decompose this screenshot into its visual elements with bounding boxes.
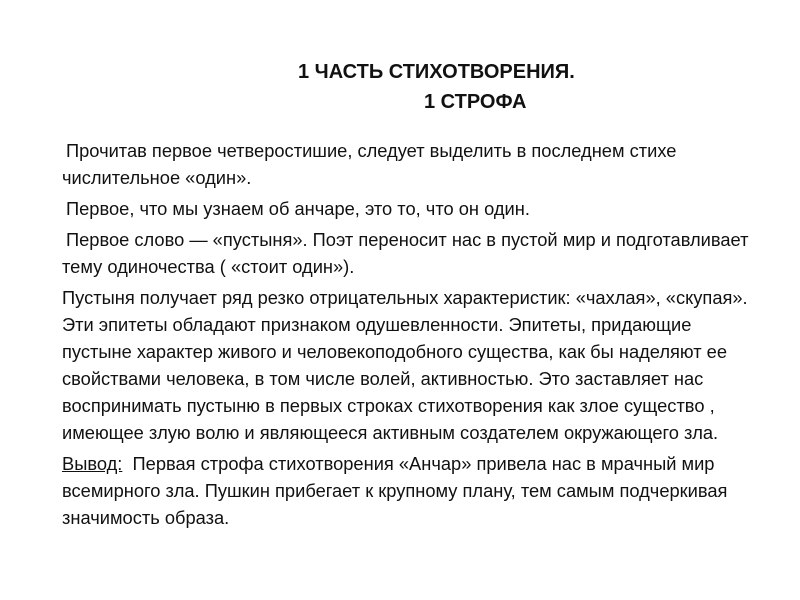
body-text: [62, 137, 762, 535]
paragraph-2: Первое, что мы узнаем об анчаре, это то, что он один.: [66, 198, 530, 219]
conclusion-paragraph: [62, 450, 762, 531]
paragraph-4: Пустыня получает ряд резко отрицательных характеристик: «чахлая», «скупая». Эти эпитеты обладают признаком одушевленности. Эпитеты, придающие пустыне характер живого и человекоподобного существа, как бы наделяют ее свойствами человека, в том числе волей, активностью. Это заставляет нас воспринимать пустыню в первых строках стихотворения как злое существо , имеющее злую волю и являющееся активным создателем окружающего зла.: [62, 287, 748, 443]
title-line-2: 1 СТРОФА: [424, 91, 527, 113]
paragraph-1: Прочитав первое четверостишие, следует выделить в последнем стихе числительное «один».: [62, 140, 677, 188]
paragraph-3: Первое слово — «пустыня». Поэт переносит нас в пустой мир и подготавливает тему одиночества ( «стоит один»).: [62, 229, 749, 277]
conclusion-label: Вывод:: [62, 453, 123, 474]
conclusion-text: Первая строфа стихотворения «Анчар» привела нас в мрачный мир всемирного зла. Пушкин прибегает к крупному плану, тем самым подчеркивая значимость образа.: [62, 453, 728, 528]
title-line-1: 1 ЧАСТЬ СТИХОТВОРЕНИЯ.: [298, 61, 575, 83]
